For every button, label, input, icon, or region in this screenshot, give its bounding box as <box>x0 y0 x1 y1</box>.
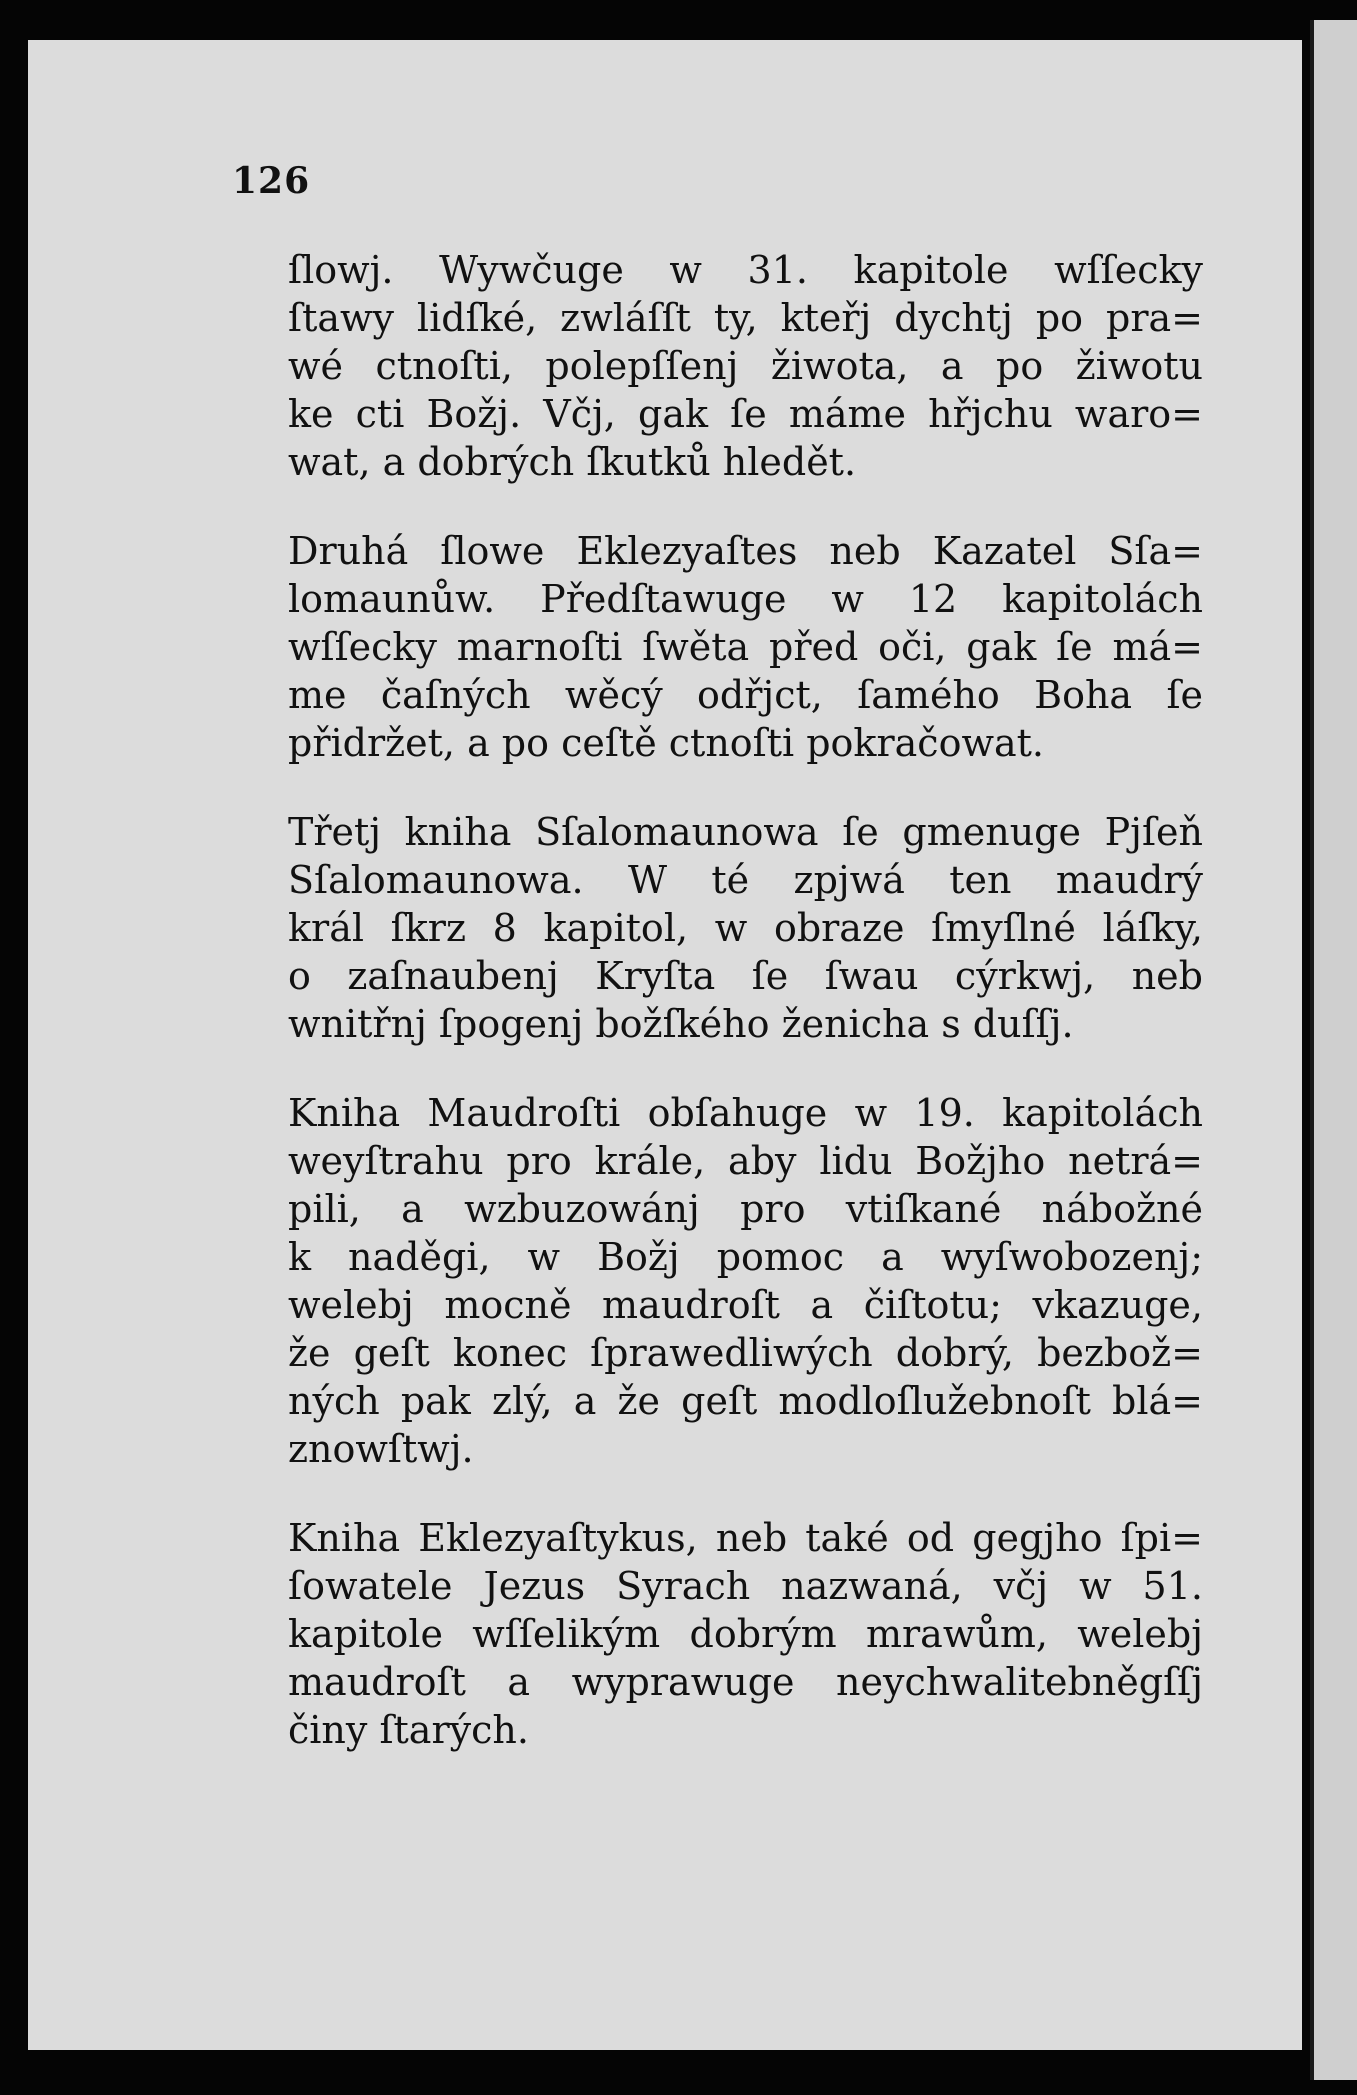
paragraph-wisdom <box>288 1089 1203 1473</box>
text-line: ných pak zlý, a že geſt modloſlužebnoſt blá= <box>288 1379 1203 1423</box>
text-line: maudroſt a wyprawuge neychwalitebněgſſj <box>288 1660 1203 1704</box>
text-line: kapitole wſſelikým dobrým mrawům, welebj <box>288 1612 1203 1656</box>
text-line: ſowatele Jezus Syrach nazwaná, včj w 51. <box>288 1564 1203 1608</box>
text-line: ſlowj. Wywčuge w 31. kapitole wſſecky <box>288 248 1203 292</box>
paragraph-ecclesiastes <box>288 527 1203 767</box>
paragraph-psalms-end <box>288 246 1203 486</box>
text-line: wé ctnoſti, polepſſenj žiwota, a po žiwotu <box>288 344 1203 388</box>
page-text <box>288 246 1203 1795</box>
text-line: k naděgi, w Božj pomoc a wyſwobozenj; <box>288 1235 1203 1279</box>
text-line: Kniha Eklezyaſtykus, neb také od gegjho ſpi= <box>288 1516 1203 1560</box>
page-number: 126 <box>232 160 311 202</box>
text-line: ſtawy lidſké, zwláſſt ty, kteřj dychtj po pra= <box>288 296 1203 340</box>
text-line: Sſalomaunowa. W té zpjwá ten maudrý <box>288 858 1203 902</box>
text-line: pili, a wzbuzowánj pro vtiſkané nábožné <box>288 1187 1203 1231</box>
paragraph-song-of-songs <box>288 808 1203 1048</box>
text-line: Druhá ſlowe Eklezyaſtes neb Kazatel Sſa= <box>288 529 1203 573</box>
text-line: wnitřnj ſpogenj božſkého ženicha s duſſj. <box>288 1002 1074 1046</box>
text-line: lomaunůw. Předſtawuge w 12 kapitolách <box>288 577 1203 621</box>
text-line: znowſtwj. <box>288 1427 474 1471</box>
text-line: Kniha Maudroſti obſahuge w 19. kapitolách <box>288 1091 1203 1135</box>
paragraph-ecclesiasticus <box>288 1514 1203 1754</box>
text-line: ke cti Božj. Včj, gak ſe máme hřjchu waro= <box>288 392 1203 436</box>
text-line: welebj mocně maudroſt a čiſtotu; vkazuge, <box>288 1283 1203 1327</box>
text-line: že geſt konec ſprawedliwých dobrý, bezbož= <box>288 1331 1203 1375</box>
text-line: wſſecky marnoſti ſwěta před oči, gak ſe má= <box>288 625 1203 669</box>
text-line: wat, a dobrých ſkutků hledět. <box>288 440 857 484</box>
adjacent-page-edge <box>1310 20 1357 2080</box>
text-line: přidržet, a po ceſtě ctnoſti pokračowat. <box>288 721 1044 765</box>
text-line: me čaſných wěcý odřjct, ſamého Boha ſe <box>288 673 1203 717</box>
text-line: o zaſnaubenj Kryſta ſe ſwau cýrkwj, neb <box>288 954 1203 998</box>
text-line: král ſkrz 8 kapitol, w obraze ſmyſlné láſky, <box>288 906 1203 950</box>
text-line: weyſtrahu pro krále, aby lidu Božjho netrá= <box>288 1139 1203 1183</box>
text-line: Třetj kniha Sſalomaunowa ſe gmenuge Pjſeň <box>288 810 1203 854</box>
text-line: činy ſtarých. <box>288 1708 529 1752</box>
